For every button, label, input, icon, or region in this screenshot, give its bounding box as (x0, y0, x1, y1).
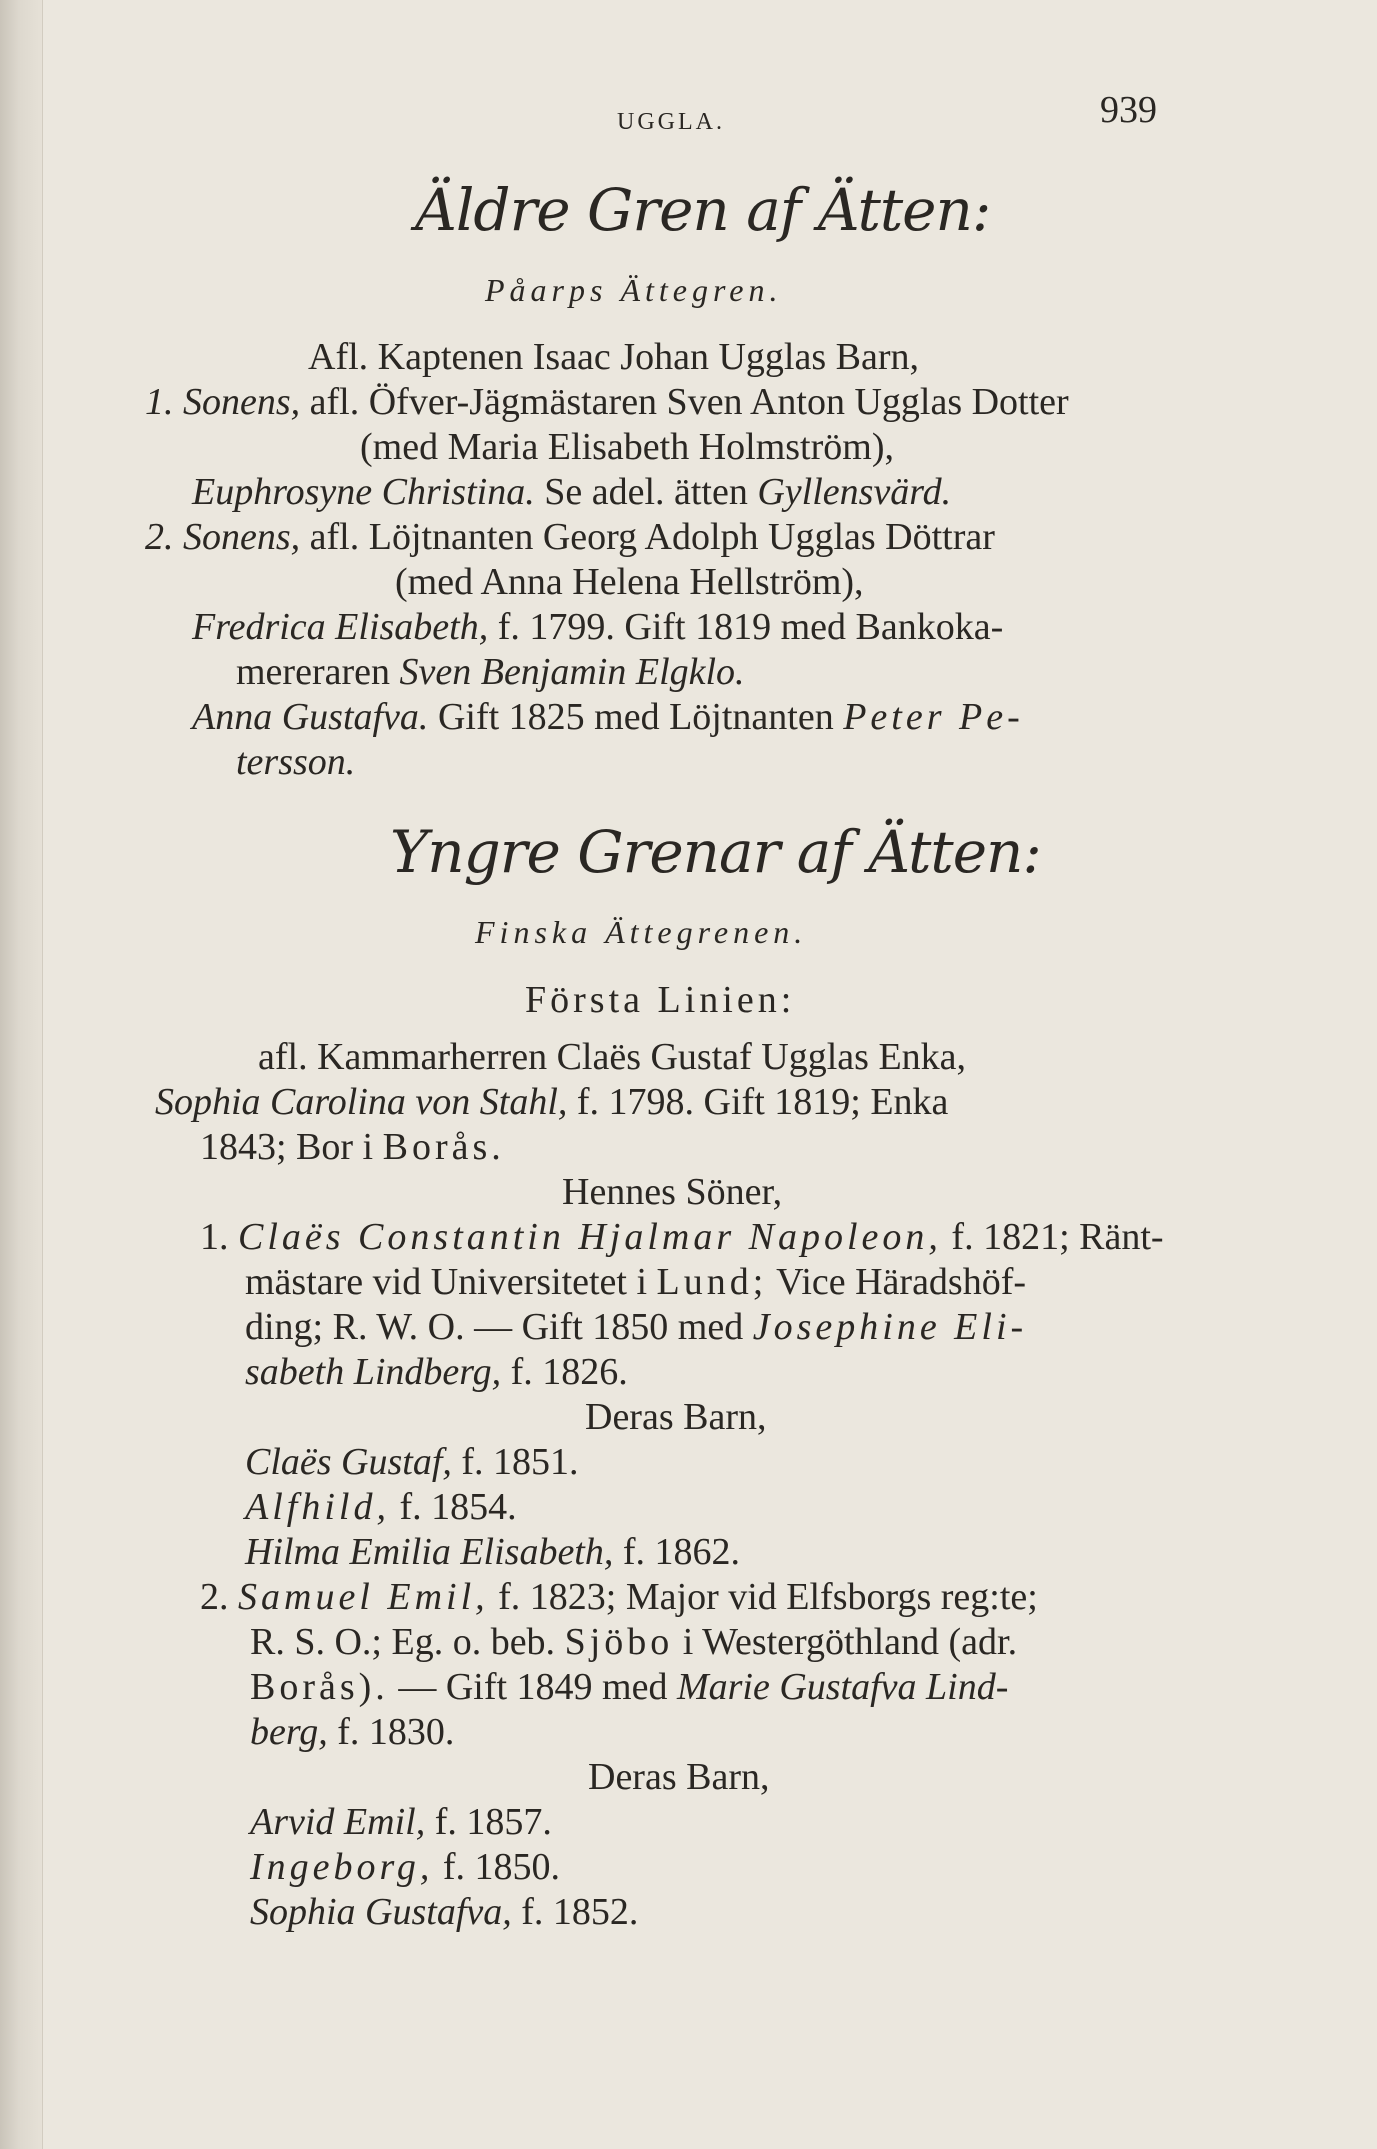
s2-c1-name: Arvid Emil, (250, 1801, 426, 1843)
fredrica-cont: mereraren (236, 651, 390, 693)
s2-c3-name: Sophia Gustafva, (250, 1891, 512, 1933)
s1-text: f. 1821; Ränt- (951, 1216, 1164, 1258)
fredrica-spouse: Sven Benjamin Elgklo. (399, 651, 745, 693)
euphrosyne-see: Se adel. ätten (544, 471, 748, 513)
s1-line-3 (245, 1305, 1027, 1349)
s2-line2a: R. S. O.; Eg. o. beb. (250, 1621, 556, 1663)
son2-label: 2. Sonens, (145, 516, 301, 558)
fredrica-continued (236, 650, 745, 694)
s1-line3a: ding; R. W. O. — Gift 1850 med (245, 1306, 744, 1348)
s2-c3-text: f. 1852. (521, 1891, 639, 1933)
s2-child-1 (250, 1800, 552, 1844)
s1-line2a: mästare vid Universitetet i (245, 1261, 648, 1303)
s1-line3b: Josephine Eli- (752, 1306, 1028, 1348)
s1-c3-text: f. 1862. (622, 1531, 741, 1573)
son1-label: 1. Sonens, (145, 381, 301, 423)
euphrosyne-name: Euphrosyne Christina. (192, 471, 535, 513)
fredrica-name: Fredrica Elisabeth, (192, 606, 489, 648)
widow-text2: 1843; Bor i (200, 1126, 374, 1168)
s2-line2b: Sjöbo (564, 1621, 674, 1663)
s2-line4a: berg, (250, 1711, 328, 1753)
anna-spouse-continued: tersson. (236, 741, 356, 783)
s1-line2c: Vice Häradshöf- (776, 1261, 1027, 1303)
page-number: 939 (1100, 89, 1157, 131)
s1-child-3 (245, 1530, 740, 1574)
anna-text: Gift 1825 med Löjtnanten (437, 696, 834, 738)
s2-line-3 (250, 1665, 1008, 1709)
s2-line-2 (250, 1620, 1017, 1664)
older-branch-subheading: Påarps Ättegren. (485, 272, 783, 308)
s1-line-2 (245, 1260, 1026, 1304)
sons-heading: Hennes Söner, (562, 1171, 783, 1213)
euphrosyne-entry (192, 470, 951, 514)
s1-line4a: sabeth Lindberg, (245, 1351, 502, 1393)
book-page (60, 0, 1360, 2149)
s2-c1-text: f. 1857. (434, 1801, 552, 1843)
s2-c2-text: f. 1850. (442, 1846, 561, 1888)
widow-text: f. 1798. Gift 1819; Enka (576, 1081, 949, 1123)
s1-num: 1. (200, 1216, 229, 1258)
s1-name: Claës Constantin Hjalmar Napoleon, (238, 1216, 942, 1258)
younger-branch-heading: Yngre Grenar af Ätten: (390, 818, 1041, 886)
s2-child-2 (250, 1845, 560, 1889)
s2-name: Samuel Emil, (238, 1576, 489, 1618)
son-entry-2 (200, 1575, 1038, 1619)
son2-text: afl. Löjtnanten Georg Adolph Ugglas Döttrar (309, 516, 995, 558)
son1-text: afl. Öfver-Jägmästaren Sven Anton Ugglas Dotter (309, 381, 1069, 423)
s1-c1-text: f. 1851. (461, 1441, 579, 1483)
s1-c2-text: f. 1854. (399, 1486, 517, 1528)
s1-line4b: f. 1826. (510, 1351, 628, 1393)
son2-entry (145, 515, 995, 559)
widow-entry-continued (200, 1125, 505, 1169)
s1-child-2 (245, 1485, 517, 1529)
son2-mother: (med Anna Helena Hellström), (395, 561, 864, 603)
son-entry-1 (200, 1215, 1164, 1259)
first-line-heading: Första Linien: (525, 979, 796, 1021)
s2-child-3 (250, 1890, 638, 1934)
s2-line-4 (250, 1710, 454, 1754)
anna-name: Anna Gustafva. (192, 696, 429, 738)
s2-num: 2. (200, 1576, 229, 1618)
s1-line-4 (245, 1350, 628, 1394)
anna-spouse: Peter Pe- (843, 696, 1024, 738)
s1-line2b: Lund; (656, 1261, 768, 1303)
widow-intro: afl. Kammarherren Claës Gustaf Ugglas Enka, (258, 1036, 967, 1078)
anna-entry (192, 695, 1024, 739)
s2-c2-name: Ingeborg, (250, 1846, 434, 1888)
s1-children-heading: Deras Barn, (585, 1396, 767, 1438)
s1-child-1 (245, 1440, 579, 1484)
book-spine-shadow (0, 0, 43, 2149)
younger-branch-subheading: Finska Ättegrenen. (475, 914, 808, 950)
s2-text: f. 1823; Major vid Elfsborgs reg:te; (498, 1576, 1038, 1618)
running-title: UGGLA. (617, 109, 725, 135)
fredrica-entry (192, 605, 1003, 649)
s2-line3a: Borås). (250, 1666, 389, 1708)
older-branch-heading: Äldre Gren af Ätten: (415, 176, 991, 244)
s1-c2-name: Alfhild, (245, 1486, 390, 1528)
s1-c3-name: Hilma Emilia Elisabeth, (245, 1531, 614, 1573)
s2-line2c: i Westergöthland (adr. (682, 1621, 1018, 1663)
s2-line3c: Marie Gustafva Lind- (676, 1666, 1009, 1708)
son1-entry (145, 380, 1069, 424)
older-branch-intro: Afl. Kaptenen Isaac Johan Ugglas Barn, (308, 336, 919, 378)
s2-children-heading: Deras Barn, (588, 1756, 770, 1798)
son1-mother: (med Maria Elisabeth Holmström), (360, 426, 894, 468)
widow-entry (155, 1080, 948, 1124)
euphrosyne-family: Gyllensvärd. (757, 471, 952, 513)
fredrica-text: f. 1799. Gift 1819 med Bankoka- (497, 606, 1004, 648)
s2-line4b: f. 1830. (337, 1711, 455, 1753)
widow-place: Borås. (382, 1126, 505, 1168)
s2-line3b: — Gift 1849 med (398, 1666, 668, 1708)
s1-c1-name: Claës Gustaf, (245, 1441, 452, 1483)
widow-name: Sophia Carolina von Stahl, (155, 1081, 568, 1123)
